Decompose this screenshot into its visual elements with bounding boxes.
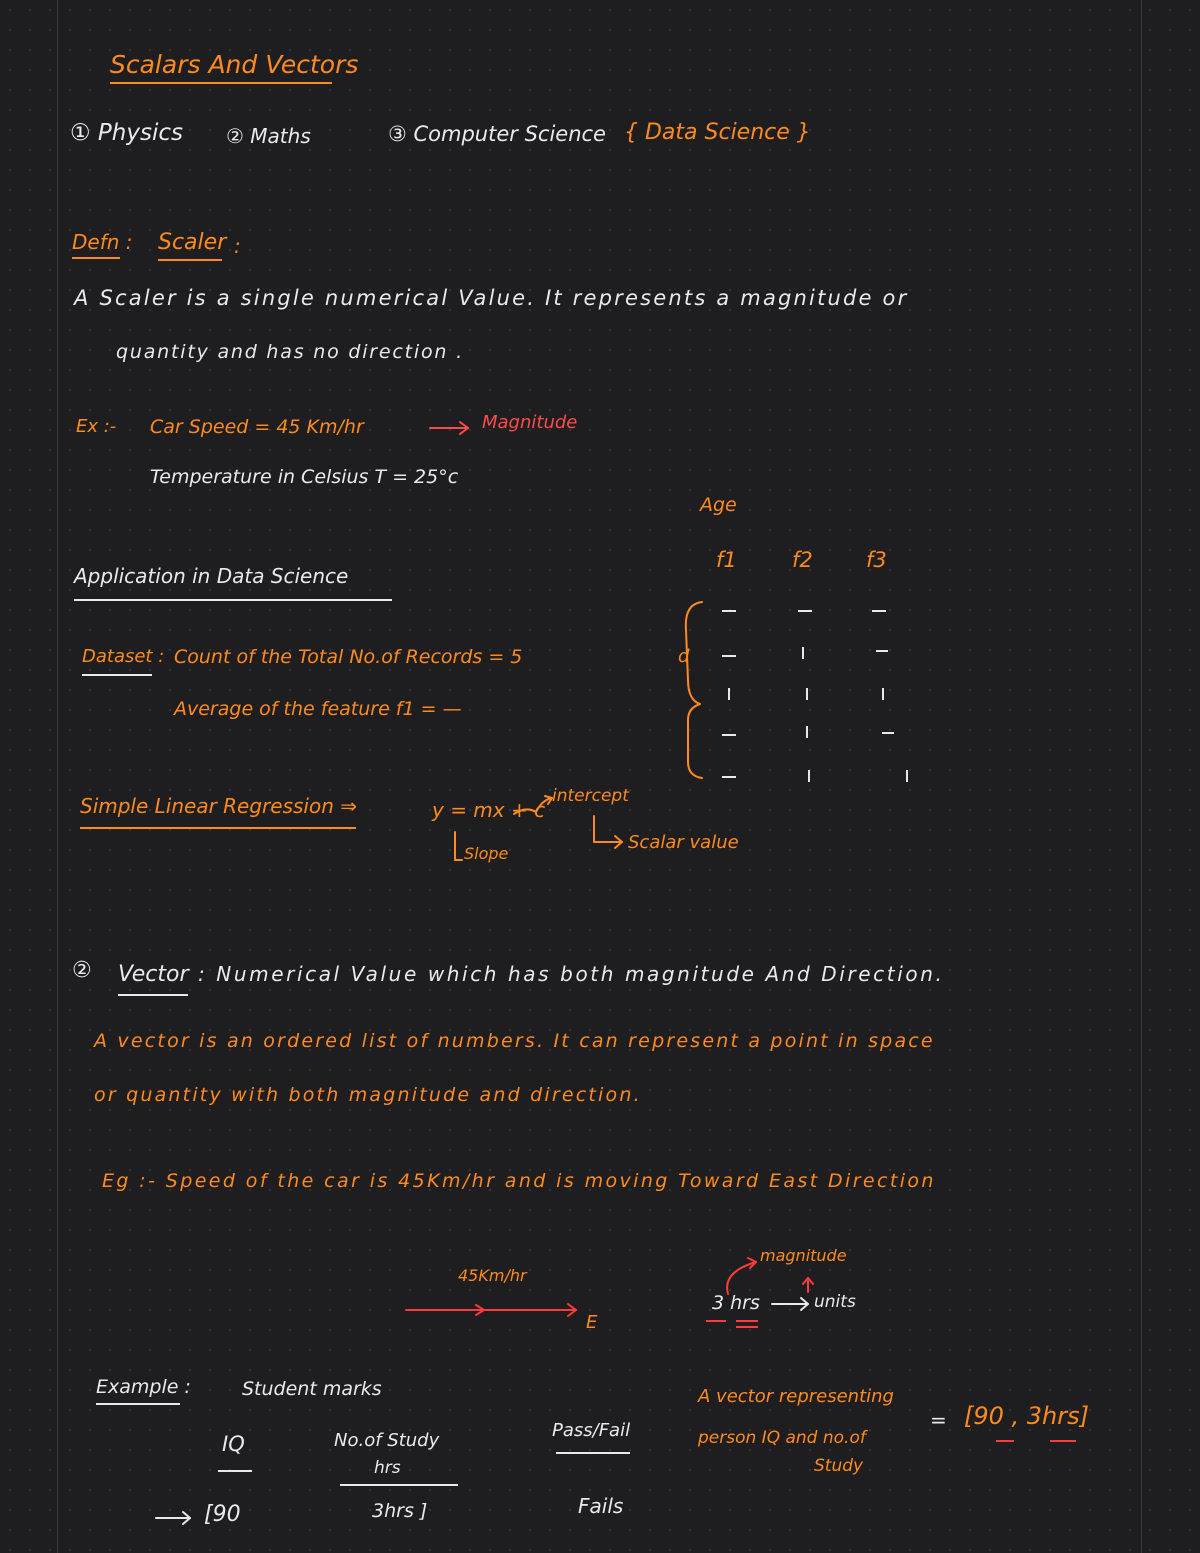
vector-note-line2: person IQ and no.of — [698, 1428, 866, 1448]
hrs-note: 3 hrs — [712, 1292, 760, 1314]
table-brace — [686, 602, 702, 778]
scalar-value-arrow-icon — [594, 816, 622, 848]
study-hrs-header-1: No.of Study — [334, 1430, 440, 1451]
hrs-units-arrow-icon — [772, 1298, 808, 1310]
hrs-value: 3hrs ] — [372, 1500, 428, 1522]
average-feature: Average of the feature f1 = — — [174, 698, 462, 720]
iq-value: [90 — [204, 1502, 241, 1527]
example-car-speed: Car Speed = 45 Km/hr — [150, 416, 364, 438]
vector-example: Eg :- Speed of the car is 45Km/hr and is moving Toward East Direction — [102, 1170, 936, 1192]
scalar-def-line1: A Scaler is a single numerical Value. It represents a magnitude or — [74, 286, 909, 310]
slope-label: Slope — [464, 844, 509, 863]
dataset-label: Dataset : — [82, 646, 165, 667]
page-title: Scalars And Vectors — [110, 50, 359, 79]
age-label: Age — [700, 494, 737, 516]
example-heading: Example : — [96, 1376, 191, 1398]
slr-label: Simple Linear Regression ⇒ — [80, 794, 358, 818]
intercept-label: intercept — [552, 786, 629, 806]
magnitude-note: magnitude — [760, 1246, 847, 1265]
vector-value: [90 , 3hrs] — [964, 1402, 1090, 1430]
vector-def-line2: or quantity with both magnitude and direction. — [94, 1084, 642, 1106]
feature-f1: f1 — [716, 548, 737, 572]
magnitude-curve-arrow-icon — [727, 1258, 756, 1294]
topic-physics: ① Physics — [70, 120, 183, 146]
intercept-arrow-icon — [514, 796, 552, 814]
east-arrow-icon — [406, 1304, 576, 1316]
application-heading: Application in Data Science — [74, 564, 349, 588]
arrow-right-icon — [430, 422, 468, 434]
feature-f2: f2 — [792, 548, 813, 572]
magnitude-label: Magnitude — [482, 412, 578, 433]
result-value: Fails — [578, 1494, 624, 1518]
topic-ds: { Data Science } — [624, 120, 811, 145]
scalar-heading-colon: : — [234, 234, 241, 258]
topic-maths: ② Maths — [226, 124, 311, 148]
vector-definition: : Numerical Value which has both magnitude And Direction. — [198, 962, 945, 986]
student-marks: Student marks — [242, 1378, 382, 1400]
example-label: Ex :- — [76, 416, 117, 437]
feature-f3: f3 — [866, 548, 887, 572]
vector-number: ② — [72, 958, 92, 983]
vector-def-line1: A vector is an ordered list of numbers. It can represent a point in space — [94, 1030, 935, 1052]
scalar-heading: Scaler — [158, 230, 227, 255]
slope-arrow-icon — [455, 832, 462, 860]
east-label: E — [586, 1312, 598, 1333]
iq-header: IQ — [222, 1432, 245, 1456]
vector-note-line3: Study — [814, 1456, 864, 1476]
example-temperature: Temperature in Celsius T = 25°c — [150, 466, 459, 488]
topic-cs: ③ Computer Science — [388, 122, 606, 146]
slr-formula: y = mx + c — [432, 798, 546, 822]
vector-note-line1: A vector representing — [698, 1386, 894, 1407]
passfail-header: Pass/Fail — [552, 1420, 631, 1441]
row-marker: d — [678, 646, 690, 667]
row-pointer-arrow-icon — [156, 1512, 190, 1524]
scalar-value-label: Scalar value — [628, 832, 739, 853]
study-hrs-header-2: hrs — [374, 1458, 401, 1478]
vector-heading: Vector — [118, 962, 189, 987]
dataset-text: Count of the Total No.of Records = 5 — [174, 646, 523, 668]
up-arrow-icon — [803, 1278, 813, 1292]
defn-label: Defn : — [72, 230, 133, 254]
scalar-def-line2: quantity and has no direction . — [116, 341, 464, 363]
equals-sign: = — [930, 1408, 947, 1432]
arrow-speed-label: 45Km/hr — [458, 1266, 527, 1285]
units-note: units — [814, 1292, 856, 1312]
